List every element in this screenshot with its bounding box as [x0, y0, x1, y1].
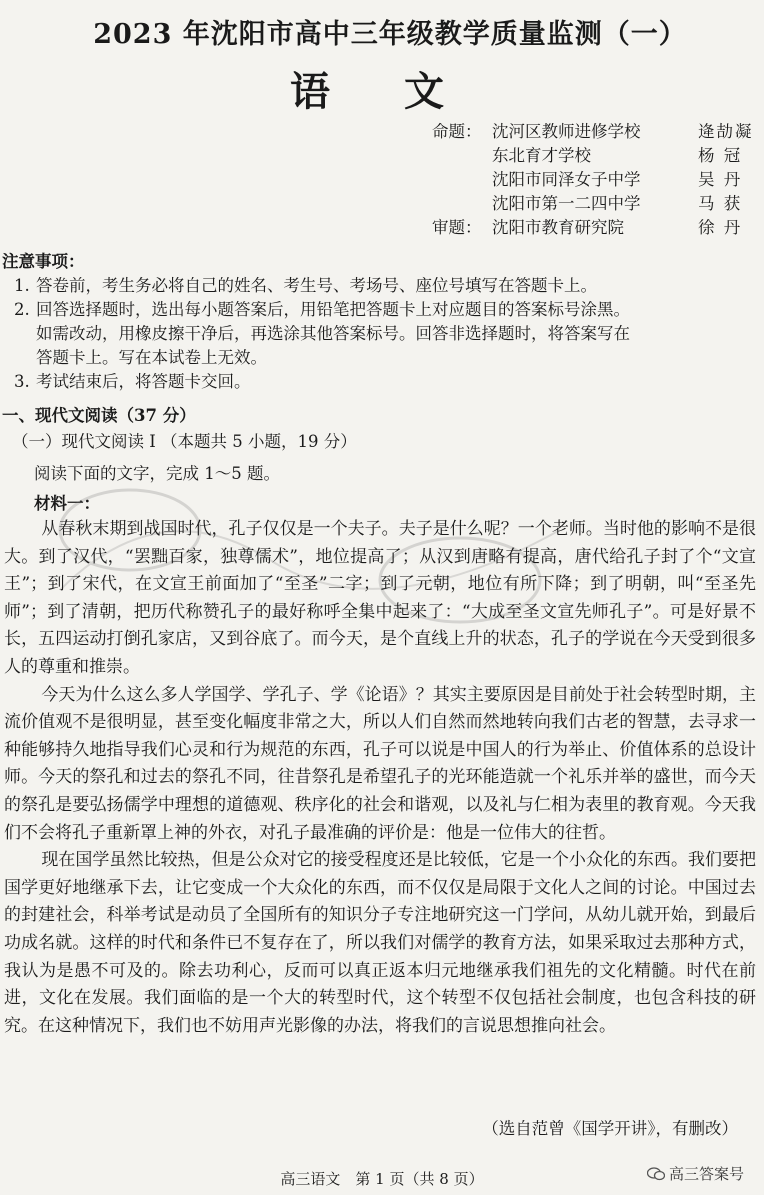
page-footer: 高三语文 第 1 页（共 8 页） — [280, 1170, 484, 1188]
credits-block — [432, 118, 762, 238]
credit-school: 沈阳市第一二四中学 — [492, 194, 641, 213]
credit-person: 徐 丹 — [698, 218, 743, 237]
note-item — [2, 298, 760, 322]
credit-row — [432, 118, 762, 142]
wechat-account-name: 高三答案号 — [668, 1165, 744, 1183]
note-number: 2. — [14, 300, 30, 319]
credit-role: 命题： — [432, 122, 482, 141]
note-text: 回答选择题时，选出每小题答案后，用铅笔把答题卡上对应题目的答案标号涂黑。 — [36, 300, 630, 319]
passage-source: （选自范曾《国学开讲》，有删改） — [482, 1119, 738, 1138]
credit-row — [432, 142, 762, 166]
reading-passage — [4, 516, 756, 1040]
passage-paragraph: 今天为什么这么多人学国学、学孔子、学《论语》？其实主要原因是目前处于社会转型时期，主流价值观不是很明显，甚至变化幅度非常之大，所以人们自然而然地转向我们古老的智慧，去寻求一种能够持久地指导我们心灵和行为规范的东西，孔子可以说是中国人的行为举止、价值体系的总设计师。今天的祭孔和过去的祭孔不同，往昔祭孔是希望孔子的光环能造就一个礼乐并举的盛世，而今天的祭孔是要弘扬儒学中理想的道德观、秩序化的社会和谐观，以及礼与仁相为表里的教育观。今天我们不会将孔子重新罩上神的外衣，对孔子最准确的评价是：他是一位伟大的往哲。 — [4, 684, 756, 843]
notes-title: 注意事项： — [2, 252, 85, 271]
subsection-title: （一）现代文阅读 I （本题共 5 小题，19 分） — [12, 432, 357, 451]
passage-paragraph: 从春秋末期到战国时代，孔子仅仅是一个夫子。夫子是什么呢？一个老师。当时他的影响不是很大。到了汉代，“罢黜百家，独尊儒术”，地位提高了；从汉到唐略有提高，唐代给孔子封了个“文宣王”；到了宋代，在文宣王前面加了“至圣”二字；到了元朝，地位有所下降；到了明朝，叫“至圣先师”；到了清朝，把历代称赞孔子的最好称呼全集中起来了：“大成至圣文宣先师孔子”。可是好景不长，五四运动打倒孔家店，又到谷底了。而今天，是个直线上升的状态，孔子的学说在今天受到很多人的尊重和推崇。 — [4, 519, 756, 677]
reading-instruction: 阅读下面的文字，完成 1～5 题。 — [34, 464, 280, 483]
credit-person: 吴 丹 — [698, 170, 743, 189]
passage-paragraph: 现在国学虽然比较热，但是公众对它的接受程度还是比较低，它是一个小众化的东西。我们要把国学更好地继承下去，让它变成一个大众化的东西，而不仅仅是局限于文化人之间的讨论。中国过去的封建社会，科举考试是动员了全国所有的知识分子专注地研究这一门学问，从幼儿就开始，到最后功成名就。这样的时代和条件已不复存在了，所以我们对儒学的教育方法，如果采取过去那种方式，我认为是愚不可及的。除去功利心，反而可以真正返本归元地继承我们祖先的文化精髓。时代在前进，文化在发展。我们面临的是一个大的转型时代，这个转型不仅包括社会制度，也包含科技的研究。在这种情况下，我们也不妨用声光影像的办法，将我们的言说思想推向社会。 — [4, 850, 756, 1036]
note-item — [2, 274, 760, 298]
credit-person: 马 获 — [698, 194, 743, 213]
credit-row — [432, 166, 762, 190]
note-text: 答题卡上。写在本试卷上无效。 — [36, 348, 267, 367]
section-title: 一、现代文阅读（37 分） — [2, 406, 196, 425]
note-item — [2, 370, 760, 394]
note-text: 如需改动，用橡皮擦干净后，再选涂其他答案标号。回答非选择题时，将答案写在 — [36, 324, 630, 343]
credit-row — [432, 214, 762, 238]
credit-school: 沈河区教师进修学校 — [492, 122, 641, 141]
note-text: 答卷前，考生务必将自己的姓名、考生号、考场号、座位号填写在答题卡上。 — [36, 276, 597, 295]
credit-school: 东北育才学校 — [492, 146, 591, 165]
wechat-badge — [647, 1163, 744, 1184]
wechat-icon — [647, 1167, 665, 1181]
credit-row — [432, 190, 762, 214]
credit-person: 杨 冠 — [698, 146, 743, 165]
note-number: 3. — [14, 372, 30, 391]
material-label: 材料一： — [34, 494, 100, 513]
note-text: 考试结束后，将答题卡交回。 — [36, 372, 251, 391]
exam-title: 2023 年沈阳市高中三年级教学质量监测（一） — [93, 19, 687, 50]
subject-title: 语 文 — [290, 68, 474, 115]
credit-school: 沈阳市同泽女子中学 — [492, 170, 641, 189]
notes-block — [2, 250, 760, 394]
credit-person: 逄劼凝 — [698, 122, 754, 141]
credit-role: 审题： — [432, 218, 482, 237]
note-number: 1. — [14, 276, 30, 295]
credit-school: 沈阳市教育研究院 — [492, 218, 624, 237]
